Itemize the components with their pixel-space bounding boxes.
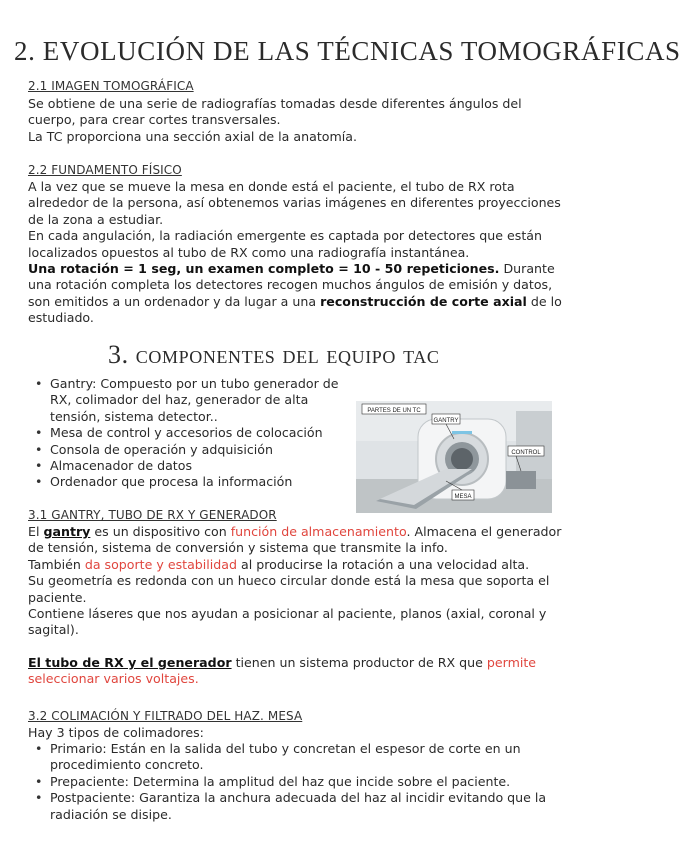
spacer xyxy=(28,639,576,655)
text-span: es un dispositivo con xyxy=(90,524,231,539)
image-title-label: PARTES DE UN TC xyxy=(367,408,421,414)
paragraph xyxy=(28,524,576,557)
list-item: • Consola de operación y adquisición xyxy=(30,442,360,458)
bold-text: Una rotación = 1 seg, un examen completo = 10 - 50 repeticiones. xyxy=(28,261,500,277)
subsection-2-2-text xyxy=(28,179,568,327)
bold-text: reconstrucción de corte axial xyxy=(320,293,527,309)
paragraph: A la vez que se mueve la mesa en donde está el paciente, el tubo de RX rota alrededor de la persona, así obtenemos varias imágenes en diferentes proyecciones de la zona a estudiar. xyxy=(28,179,561,227)
list-item: • Primario: Están en la salida del tubo y concretan el espesor de corte en un procedimiento concreto. xyxy=(30,741,550,774)
subsection-3-1-title: 3.1 GANTRY, TUBO DE RX Y GENERADOR xyxy=(28,508,277,522)
highlight-text: función de almacenamiento xyxy=(230,524,407,539)
section-3-title: 3. componentes del equipo tac xyxy=(108,340,440,369)
image-gantry-label: GANTRY xyxy=(433,418,459,424)
subsection-3-2-title: 3.2 COLIMACIÓN Y FILTRADO DEL HAZ. MESA xyxy=(28,709,303,723)
image-mesa-label: MESA xyxy=(454,494,472,500)
text-span: de lo estudiado. xyxy=(28,293,562,326)
paragraph: En cada angulación, la radiación emergente es captada por detectores que están localizados opuestos al tubo de RX como una radiografía instantánea. xyxy=(28,228,542,260)
highlight-text: permite seleccionar varios voltajes. xyxy=(28,654,537,687)
collimators-list xyxy=(30,741,550,823)
text-line: Se obtiene de una serie de radiografías tomadas desde diferentes ángulos del xyxy=(28,96,522,111)
list-item: • Prepaciente: Determina la amplitud del haz que incide sobre el paciente. xyxy=(30,774,550,790)
text-span: El xyxy=(28,524,44,539)
list-item: • Gantry: Compuesto por un tubo generador de RX, colimador del haz, generador de alta tensión, sistema detector.. xyxy=(30,376,360,425)
bold-underlined-text: gantry xyxy=(43,524,91,539)
text-span: . Almacena el generador de tensión, sistema de conversión y sistema que transmite la info. xyxy=(28,524,562,556)
subsection-3-1-text xyxy=(28,524,576,688)
subsection-2-1-text xyxy=(28,96,573,145)
paragraph xyxy=(28,261,568,327)
paragraph xyxy=(28,655,576,688)
list-item: • Ordenador que procesa la información xyxy=(30,474,360,490)
list-item: • Postpaciente: Garantiza la anchura adecuada del haz al incidir evitando que la radiación se disipe. xyxy=(30,790,550,823)
list-item: • Almacenador de datos xyxy=(30,458,360,474)
paragraph xyxy=(28,557,576,573)
section-2-title: 2. EVOLUCIÓN DE LAS TÉCNICAS TOMOGRÁFICAS xyxy=(14,36,681,66)
ct-scanner-image xyxy=(356,401,552,513)
text-span: al producirse la rotación a una velocidad alta. xyxy=(237,556,530,572)
image-control-label: CONTROL xyxy=(511,450,541,456)
paragraph: Contiene láseres que nos ayudan a posicionar al paciente, planos (axial, coronal y sagital). xyxy=(28,606,547,638)
list-item: • Mesa de control y accesorios de colocación xyxy=(30,425,360,441)
paragraph: Su geometría es redonda con un hueco circular donde está la mesa que soporta el paciente. xyxy=(28,573,550,605)
subsection-2-2-title: 2.2 FUNDAMENTO FÍSICO xyxy=(28,163,182,177)
highlight-text: da soporte y estabilidad xyxy=(84,556,237,572)
text-span: tienen un sistema productor de RX que xyxy=(231,654,487,670)
components-list xyxy=(30,376,360,491)
text-line: La TC proporciona una sección axial de la anatomía. xyxy=(28,128,357,144)
bold-underlined-text: El tubo de RX y el generador xyxy=(28,654,232,670)
text-line: cuerpo, para crear cortes transversales. xyxy=(28,112,281,128)
subsection-2-1-title: 2.1 IMAGEN TOMOGRÁFICA xyxy=(28,79,194,93)
collimators-intro: Hay 3 tipos de colimadores: xyxy=(28,725,204,740)
text-span: Durante una rotación completa los detectores recogen muchos ángulos de emisión y datos, son emitidos a un ordenador y da lugar a una xyxy=(28,261,555,309)
text-span: También xyxy=(28,556,85,572)
